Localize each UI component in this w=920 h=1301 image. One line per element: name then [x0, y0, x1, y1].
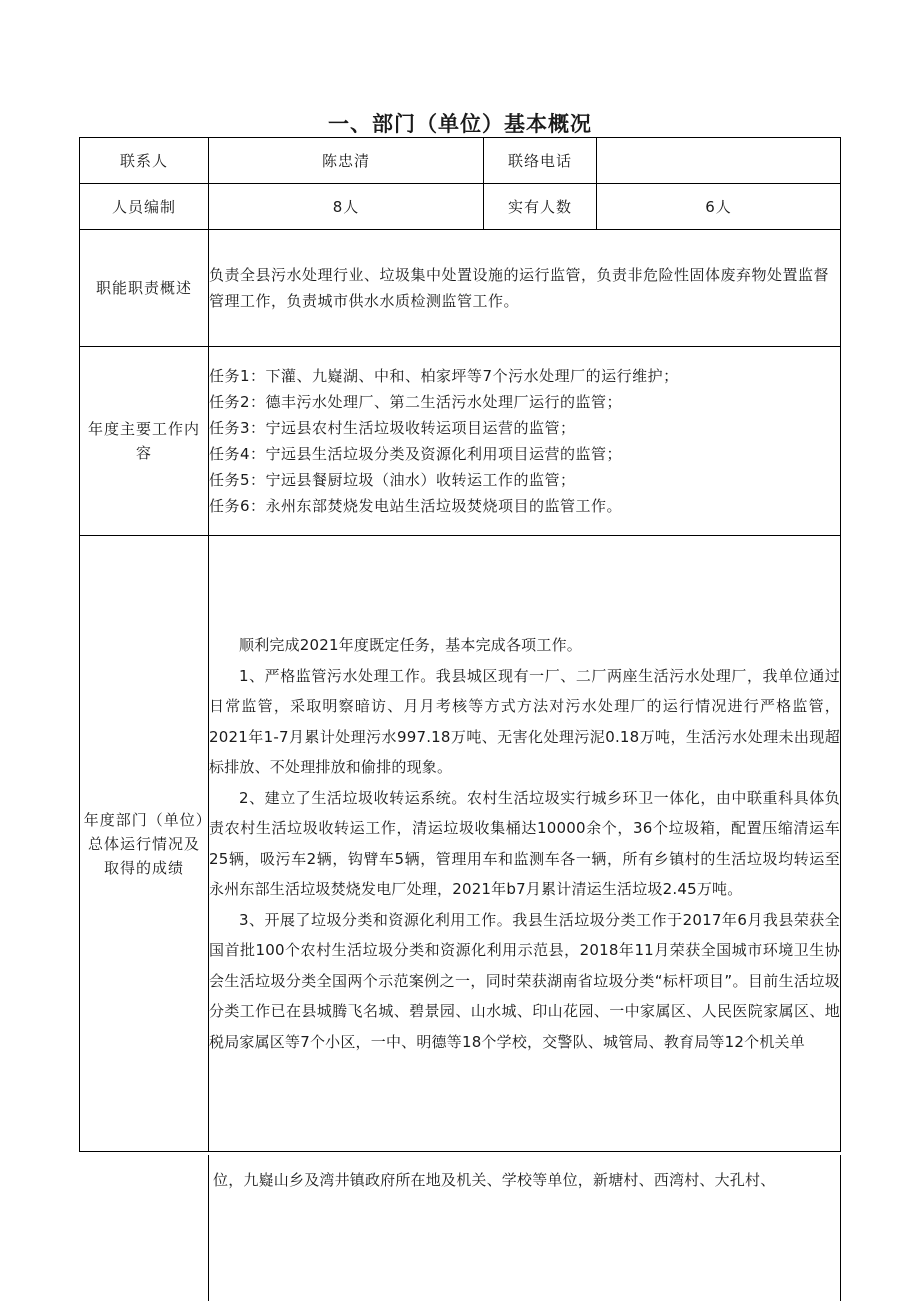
continuation-cell [208, 1155, 841, 1301]
staff-row [80, 184, 841, 230]
performance-paragraph: 2、建立了生活垃圾收转运系统。农村生活垃圾实行城乡环卫一体化，由中联重科具体负责农村生活垃圾收转运工作，清运垃圾收集桶达10000余个，36个垃圾箱，配置压缩清运车25辆，吸污车2辆，钩臂车5辆，管理用车和监测车各一辆，所有乡镇村的生活垃圾均转运至永州东部生活垃圾焚烧发电厂处理，2021年b7月累计清运生活垃圾2.45万吨。 [209, 788, 840, 898]
staff-actual-value: 6人 [597, 184, 841, 230]
continuation-text: 位，九嶷山乡及湾井镇政府所在地及机关、学校等单位，新塘村、西湾村、大孔村、 [213, 1171, 776, 1189]
phone-value [597, 138, 841, 184]
performance-paragraph: 顺利完成2021年度既定任务，基本完成各项工作。 [239, 636, 582, 654]
performance-text [209, 536, 841, 1152]
functions-row [80, 230, 841, 347]
functions-label: 职能职责概述 [80, 230, 209, 347]
contact-value: 陈忠清 [209, 138, 484, 184]
staff-quota-value: 8人 [209, 184, 484, 230]
phone-label: 联络电话 [484, 138, 597, 184]
task-item: 任务5：宁远县餐厨垃圾（油水）收转运工作的监管； [209, 471, 576, 489]
annual-work-row [80, 347, 841, 536]
staff-quota-label: 人员编制 [80, 184, 209, 230]
task-item: 任务2：德丰污水处理厂、第二生活污水处理厂运行的监管； [209, 393, 623, 411]
performance-row [80, 536, 841, 1152]
task-item: 任务1：下灌、九嶷湖、中和、柏家坪等7个污水处理厂的运行维护； [209, 367, 679, 385]
task-item: 任务4：宁远县生活垃圾分类及资源化利用项目运营的监管； [209, 445, 623, 463]
performance-paragraph: 1、严格监管污水处理工作。我县城区现有一厂、二厂两座生活污水处理厂，我单位通过日常监管，采取明察暗访、月月考核等方式方法对污水处理厂的运行情况进行严格监管，2021年1-7月累计处理污水997.18万吨、无害化处理污泥0.18万吨，生活污水处理未出现超标排放、不处理排放和偷排的现象。 [209, 666, 840, 776]
performance-label: 年度部门（单位）总体运行情况及取得的成绩 [80, 536, 209, 1152]
page-title: 一、部门（单位）基本概况 [328, 112, 592, 136]
task-item: 任务3：宁远县农村生活垃圾收转运项目运营的监管； [209, 419, 576, 437]
performance-paragraph: 3、开展了垃圾分类和资源化利用工作。我县生活垃圾分类工作于2017年6月我县荣获全国首批100个农村生活垃圾分类和资源化利用示范县，2018年11月荣获全国城市环境卫生协会生活垃圾分类全国两个示范案例之一，同时荣获湖南省垃圾分类“标杆项目”。目前生活垃圾分类工作已在县城腾飞名城、碧景园、山水城、印山花园、一中家属区、人民医院家属区、地税局家属区等7个小区，一中、明德等18个学校，交警队、城管局、教育局等12个机关单 [209, 910, 840, 1051]
annual-work-label: 年度主要工作内容 [80, 347, 209, 536]
contact-label: 联系人 [80, 138, 209, 184]
task-list [209, 347, 841, 536]
overview-table [79, 137, 841, 1152]
task-item: 任务6：永州东部焚烧发电站生活垃圾焚烧项目的监管工作。 [209, 497, 623, 515]
functions-text: 负责全县污水处理行业、垃圾集中处置设施的运行监管，负责非危险性固体废弃物处置监督管理工作，负责城市供水水质检测监管工作。 [209, 230, 841, 347]
staff-actual-label: 实有人数 [484, 184, 597, 230]
contact-row [80, 138, 841, 184]
